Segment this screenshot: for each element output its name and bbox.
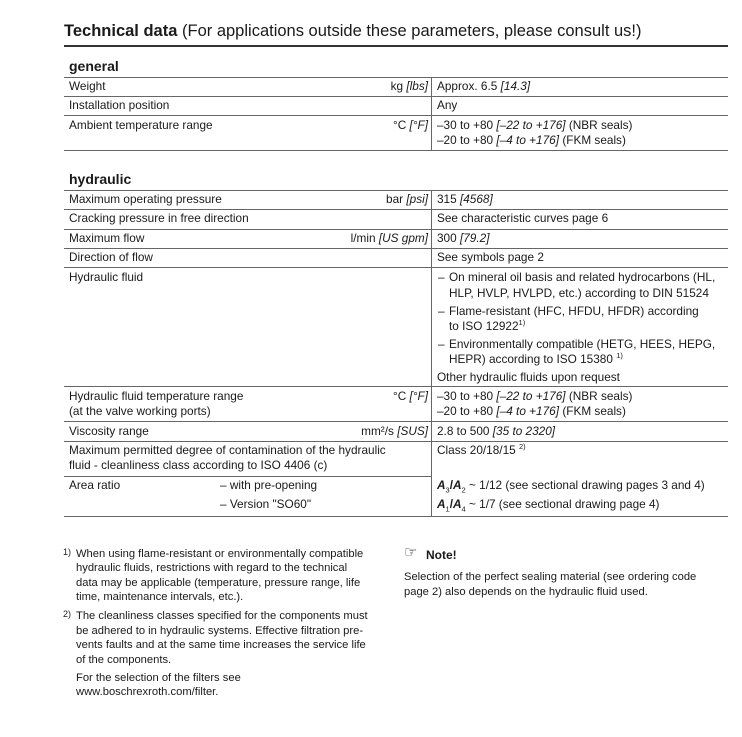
footnote-filter-link: www.boschrexroth.com/filter. [76,686,219,698]
footnote-2-line: vents faults and at the same time increases the service life [76,639,366,651]
row-divider [64,150,728,151]
fluid-other: Other hydraulic fluids upon request [437,370,620,384]
page-title [64,22,642,41]
table-bottom-rule [64,516,728,517]
note-line: page 2) also depends on the hydraulic fluid used. [404,586,648,598]
column-divider [431,190,432,516]
unit-label: °C [°F] [392,389,428,403]
unit-label: bar [psi] [386,192,428,206]
unit-label: l/min [US gpm] [350,231,428,245]
param-label-line-2: fluid - cleanliness class according to ISO 4406 (c) [69,458,328,472]
footnote-1-number: 1) [63,547,72,557]
value-fkm: –20 to +80 [–4 to +176] (FKM seals) [437,404,626,418]
unit-label: kg [lbs] [390,79,428,93]
row-divider [64,267,728,268]
row-divider [64,421,728,422]
footnote-2-line: of the components. [76,654,172,666]
param-label: Cracking pressure in free direction [69,211,249,225]
value: Class 20/18/15 $^{2)}$ [437,442,526,457]
param-label: Installation position [69,98,170,112]
footnote-filter-line: For the selection of the filters see [76,672,241,684]
column-divider [431,77,432,150]
fluid-item-1-line-1: On mineral oil basis and related hydrocarbons (HL, [449,270,716,284]
param-label-line-2: (at the valve working ports) [69,404,211,418]
param-label-line-1: Hydraulic fluid temperature range [69,389,244,403]
row-divider [64,441,728,442]
row-divider [64,209,728,210]
section-general-heading: general [69,58,119,74]
title-rule [64,45,728,47]
fluid-item-3-line-1: Environmentally compatible (HETG, HEES, HEPG, [449,337,716,351]
note-line: Selection of the perfect sealing material (see ordering code [404,571,697,583]
param-label: Maximum operating pressure [69,192,222,206]
row-divider [64,386,728,387]
title-bold: Technical data [64,22,178,40]
footnote-1-line: data may be applicable (temperature, pressure range, life [76,577,361,589]
param-label: Area ratio [69,478,121,492]
fluid-item-3-line-2: HEPR) according to ISO 15380 $^{1)}$ [449,351,623,366]
pointing-hand-icon: ☞ [404,544,418,561]
value: 2.8 to 500 [35 to 2320] [437,424,556,438]
param-label: Viscosity range [69,424,149,438]
param-label: Hydraulic fluid [69,270,144,284]
footnote-2-line: be adhered to in hydraulic systems. Effective filtration pre- [76,625,364,637]
value: Approx. 6.5 [14.3] [437,79,531,93]
row-divider [64,229,728,230]
value: 315 [4568] [437,192,493,206]
footnote-2-number: 2) [63,609,72,619]
bullet-dash: – [438,270,445,284]
param-label: Maximum flow [69,231,145,245]
row-divider [64,190,728,191]
value: See symbols page 2 [437,250,544,264]
section-hydraulic-heading: hydraulic [69,171,132,187]
footnote-1-line: When using flame-resistant or environmentally compatible [76,548,364,560]
fluid-item-1-line-2: HLP, HVLP, HVLPD, etc.) according to DIN 51524 [449,286,709,300]
value-ratio-2: $A_1/A_4$ ~ 1/7 (see sectional drawing page 4) [437,497,660,514]
value-nbr: –30 to +80 [–22 to +176] (NBR seals) [437,118,633,132]
unit-label: mm²/s [SUS] [361,424,428,438]
row-divider [64,77,728,78]
row-divider [64,248,728,249]
note-title: Note! [426,548,457,562]
title-rest: (For applications outside these parameters, please consult us!) [182,22,642,40]
row-divider [64,96,728,97]
footnote-2-line: The cleanliness classes specified for the components must [76,610,368,622]
row-divider [64,476,431,477]
param-label: Weight [69,79,106,93]
option-so60: – Version "SO60" [220,497,312,511]
param-label: Direction of flow [69,250,153,264]
param-label: Ambient temperature range [69,118,213,132]
footnote-1-line: hydraulic fluids, restrictions with regard to the technical [76,562,348,574]
param-label-line-1: Maximum permitted degree of contamination of the hydraulic [69,443,386,457]
fluid-item-2-line-2: to ISO 12922$^{1)}$ [449,318,526,333]
fluid-item-2-line-1: Flame-resistant (HFC, HFDU, HFDR) according [449,304,699,318]
value-ratio-1: $A_3/A_2$ ~ 1/12 (see sectional drawing pages 3 and 4) [437,478,705,495]
option-pre-opening: – with pre-opening [220,478,318,492]
footnote-1-line: time, maintenance intervals, etc.). [76,591,244,603]
value-nbr: –30 to +80 [–22 to +176] (NBR seals) [437,389,633,403]
bullet-dash: – [438,304,445,318]
bullet-dash: – [438,337,445,351]
row-divider [64,115,728,116]
value: Any [437,98,458,112]
unit-label: °C [°F] [392,118,428,132]
value-fkm: –20 to +80 [–4 to +176] (FKM seals) [437,133,626,147]
value: See characteristic curves page 6 [437,211,609,225]
value: 300 [79.2] [437,231,490,245]
